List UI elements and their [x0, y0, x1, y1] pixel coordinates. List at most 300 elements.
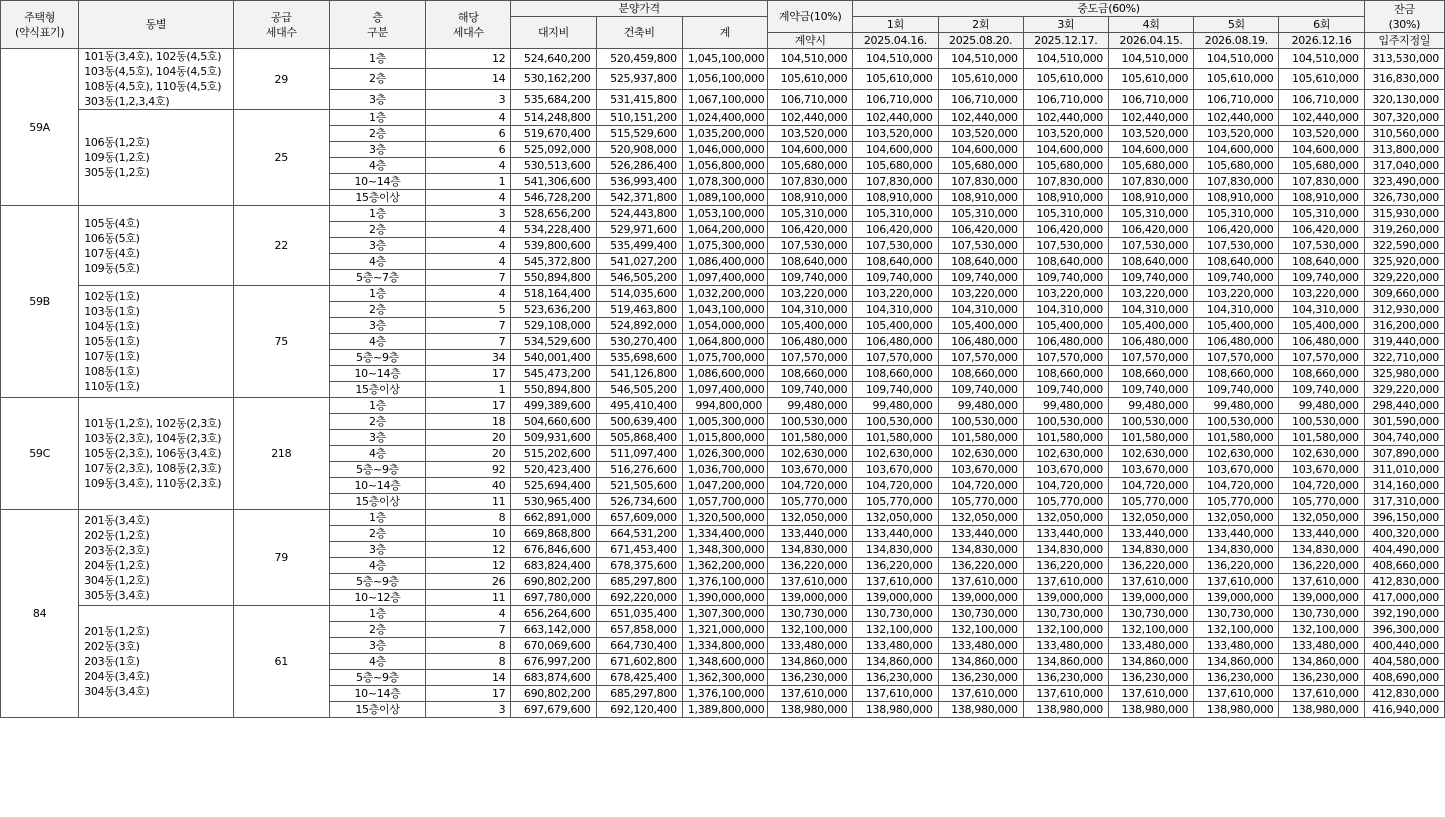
dong-line: 106동(1,2호) — [84, 136, 150, 149]
balance-cell: 329,220,000 — [1364, 382, 1444, 398]
balance-cell: 412,830,000 — [1364, 686, 1444, 702]
contract-cell: 108,660,000 — [768, 366, 853, 382]
total-price-cell: 994,800,000 — [682, 398, 767, 414]
contract-cell: 108,640,000 — [768, 254, 853, 270]
build-cost-cell: 657,858,000 — [596, 622, 682, 638]
contract-cell: 137,610,000 — [768, 574, 853, 590]
build-cost-cell: 511,097,400 — [596, 446, 682, 462]
installment-cell: 130,730,000 — [938, 606, 1023, 622]
total-price-cell: 1,024,400,000 — [682, 110, 767, 126]
installment-cell: 109,740,000 — [1023, 382, 1108, 398]
units-cell: 20 — [426, 430, 511, 446]
installment-cell: 103,520,000 — [1194, 126, 1279, 142]
total-price-cell: 1,075,300,000 — [682, 238, 767, 254]
land-cost-cell: 534,228,400 — [511, 222, 596, 238]
total-price-cell: 1,334,400,000 — [682, 526, 767, 542]
installment-cell: 104,510,000 — [1279, 49, 1364, 69]
installment-cell: 102,440,000 — [938, 110, 1023, 126]
contract-cell: 105,770,000 — [768, 494, 853, 510]
units-cell: 1 — [426, 382, 511, 398]
total-price-cell: 1,321,000,000 — [682, 622, 767, 638]
installment-cell: 138,980,000 — [1109, 702, 1194, 718]
balance-cell: 317,040,000 — [1364, 158, 1444, 174]
installment-cell: 109,740,000 — [1194, 382, 1279, 398]
installment-cell: 132,100,000 — [853, 622, 938, 638]
installment-cell: 103,220,000 — [1279, 286, 1364, 302]
balance-cell: 400,440,000 — [1364, 638, 1444, 654]
header-total: 계 — [682, 17, 767, 49]
contract-cell: 104,720,000 — [768, 478, 853, 494]
installment-cell: 108,910,000 — [853, 190, 938, 206]
installment-cell: 108,660,000 — [853, 366, 938, 382]
installment-cell: 105,680,000 — [1109, 158, 1194, 174]
dong-cell — [79, 110, 233, 206]
total-price-cell: 1,097,400,000 — [682, 382, 767, 398]
floor-cell: 4층 — [329, 158, 425, 174]
units-cell: 3 — [426, 702, 511, 718]
installment-cell: 106,480,000 — [1279, 334, 1364, 350]
installment-cell: 105,610,000 — [1023, 69, 1108, 89]
installment-cell: 106,710,000 — [938, 89, 1023, 109]
installment-cell: 104,310,000 — [938, 302, 1023, 318]
installment-cell: 133,480,000 — [1194, 638, 1279, 654]
floor-cell: 1층 — [329, 110, 425, 126]
dong-cell — [79, 398, 233, 510]
dong-line: 204동(3,4호) — [84, 670, 150, 683]
installment-cell: 106,710,000 — [1109, 89, 1194, 109]
build-cost-cell: 525,937,800 — [596, 69, 682, 89]
contract-cell: 108,910,000 — [768, 190, 853, 206]
balance-cell: 315,930,000 — [1364, 206, 1444, 222]
installment-cell: 103,220,000 — [1109, 286, 1194, 302]
installment-cell: 103,520,000 — [1023, 126, 1108, 142]
land-cost-cell: 676,997,200 — [511, 654, 596, 670]
build-cost-cell: 495,410,400 — [596, 398, 682, 414]
installment-cell: 104,600,000 — [1194, 142, 1279, 158]
land-cost-cell: 535,684,200 — [511, 89, 596, 109]
total-price-cell: 1,015,800,000 — [682, 430, 767, 446]
land-cost-cell: 519,670,400 — [511, 126, 596, 142]
floor-cell: 10~14층 — [329, 686, 425, 702]
installment-cell: 105,770,000 — [1279, 494, 1364, 510]
build-cost-cell: 526,734,600 — [596, 494, 682, 510]
installment-cell: 106,710,000 — [1279, 89, 1364, 109]
floor-cell: 4층 — [329, 446, 425, 462]
land-cost-cell: 540,001,400 — [511, 350, 596, 366]
build-cost-cell: 535,499,400 — [596, 238, 682, 254]
installment-cell: 105,400,000 — [853, 318, 938, 334]
installment-cell: 105,680,000 — [853, 158, 938, 174]
balance-cell: 319,440,000 — [1364, 334, 1444, 350]
installment-cell: 139,000,000 — [1194, 590, 1279, 606]
balance-cell: 408,690,000 — [1364, 670, 1444, 686]
total-price-cell: 1,075,700,000 — [682, 350, 767, 366]
installment-cell: 104,510,000 — [1109, 49, 1194, 69]
installment-cell: 105,680,000 — [1023, 158, 1108, 174]
dong-line: 204동(1,2호) — [84, 558, 150, 572]
balance-cell: 304,740,000 — [1364, 430, 1444, 446]
dong-line: 102동(1호) — [84, 290, 140, 303]
balance-cell: 310,560,000 — [1364, 126, 1444, 142]
balance-cell: 323,490,000 — [1364, 174, 1444, 190]
build-cost-cell: 692,220,000 — [596, 590, 682, 606]
installment-cell: 133,480,000 — [938, 638, 1023, 654]
installment-cell: 107,830,000 — [1109, 174, 1194, 190]
contract-cell: 106,420,000 — [768, 222, 853, 238]
dong-cell — [79, 49, 233, 110]
floor-cell: 4층 — [329, 558, 425, 574]
balance-cell: 326,730,000 — [1364, 190, 1444, 206]
installment-cell: 108,640,000 — [1279, 254, 1364, 270]
installment-cell: 104,720,000 — [1023, 478, 1108, 494]
installment-cell: 103,520,000 — [1109, 126, 1194, 142]
land-cost-cell: 534,529,600 — [511, 334, 596, 350]
land-cost-cell: 545,473,200 — [511, 366, 596, 382]
total-price-cell: 1,362,200,000 — [682, 558, 767, 574]
total-price-cell: 1,334,800,000 — [682, 638, 767, 654]
installment-cell: 108,640,000 — [1023, 254, 1108, 270]
total-price-cell: 1,348,600,000 — [682, 654, 767, 670]
dong-line: 203동(2,3호) — [84, 543, 150, 557]
units-cell: 8 — [426, 638, 511, 654]
installment-cell: 104,720,000 — [853, 478, 938, 494]
installment-cell: 104,510,000 — [1023, 49, 1108, 69]
land-cost-cell: 530,513,600 — [511, 158, 596, 174]
floor-cell: 1층 — [329, 606, 425, 622]
total-price-cell: 1,320,500,000 — [682, 510, 767, 526]
installment-cell: 105,610,000 — [1194, 69, 1279, 89]
installment-cell: 108,910,000 — [1279, 190, 1364, 206]
dong-cell — [79, 510, 233, 606]
installment-cell: 133,440,000 — [1109, 526, 1194, 542]
installment-cell: 139,000,000 — [1109, 590, 1194, 606]
installment-cell: 132,100,000 — [938, 622, 1023, 638]
balance-cell: 317,310,000 — [1364, 494, 1444, 510]
floor-cell: 2층 — [329, 69, 425, 89]
dong-line: 109동(3,4호), 110동(2,3호) — [84, 477, 222, 490]
build-cost-cell: 541,027,200 — [596, 254, 682, 270]
installment-cell: 106,420,000 — [1279, 222, 1364, 238]
units-cell: 7 — [426, 318, 511, 334]
header-installment-no: 5회 — [1194, 17, 1279, 33]
header-floor: 층 구분 — [329, 1, 425, 49]
build-cost-cell: 664,531,200 — [596, 526, 682, 542]
land-cost-cell: 524,640,200 — [511, 49, 596, 69]
installment-cell: 105,610,000 — [853, 69, 938, 89]
balance-cell: 417,000,000 — [1364, 590, 1444, 606]
installment-cell: 134,830,000 — [1023, 542, 1108, 558]
installment-cell: 108,640,000 — [1194, 254, 1279, 270]
installment-cell: 107,570,000 — [1279, 350, 1364, 366]
balance-cell: 314,160,000 — [1364, 478, 1444, 494]
build-cost-cell: 678,425,400 — [596, 670, 682, 686]
contract-cell: 132,100,000 — [768, 622, 853, 638]
installment-cell: 136,230,000 — [853, 670, 938, 686]
installment-cell: 107,570,000 — [938, 350, 1023, 366]
installment-cell: 136,230,000 — [1109, 670, 1194, 686]
installment-cell: 102,630,000 — [938, 446, 1023, 462]
installment-cell: 107,570,000 — [853, 350, 938, 366]
installment-cell: 109,740,000 — [1109, 382, 1194, 398]
total-price-cell: 1,056,100,000 — [682, 69, 767, 89]
land-cost-cell: 515,202,600 — [511, 446, 596, 462]
dong-line: 105동(4호) — [84, 216, 140, 230]
contract-cell: 133,440,000 — [768, 526, 853, 542]
units-cell: 20 — [426, 446, 511, 462]
header-installment-no: 1회 — [853, 17, 938, 33]
units-cell: 4 — [426, 222, 511, 238]
installment-cell: 100,530,000 — [1023, 414, 1108, 430]
installment-cell: 106,480,000 — [1194, 334, 1279, 350]
installment-cell: 108,910,000 — [938, 190, 1023, 206]
build-cost-cell: 524,443,800 — [596, 206, 682, 222]
units-cell: 18 — [426, 414, 511, 430]
land-cost-cell: 539,800,600 — [511, 238, 596, 254]
installment-cell: 134,860,000 — [1279, 654, 1364, 670]
installment-cell: 108,640,000 — [938, 254, 1023, 270]
header-build: 건축비 — [596, 17, 682, 49]
installment-cell: 105,400,000 — [938, 318, 1023, 334]
units-cell: 6 — [426, 142, 511, 158]
installment-cell: 102,630,000 — [1279, 446, 1364, 462]
table-header — [1, 1, 1445, 49]
installment-cell: 136,230,000 — [1194, 670, 1279, 686]
installment-cell: 105,680,000 — [1194, 158, 1279, 174]
units-cell: 10 — [426, 526, 511, 542]
floor-cell: 3층 — [329, 430, 425, 446]
installment-cell: 137,610,000 — [1279, 686, 1364, 702]
installment-cell: 130,730,000 — [1194, 606, 1279, 622]
units-cell: 4 — [426, 110, 511, 126]
installment-cell: 138,980,000 — [853, 702, 938, 718]
balance-cell: 320,130,000 — [1364, 89, 1444, 109]
installment-cell: 99,480,000 — [1109, 398, 1194, 414]
installment-cell: 100,530,000 — [1279, 414, 1364, 430]
type-cell: 59C — [1, 398, 79, 510]
contract-cell: 139,000,000 — [768, 590, 853, 606]
installment-cell: 104,720,000 — [1279, 478, 1364, 494]
units-cell: 8 — [426, 510, 511, 526]
installment-cell: 104,720,000 — [1194, 478, 1279, 494]
installment-cell: 106,480,000 — [1023, 334, 1108, 350]
units-cell: 12 — [426, 558, 511, 574]
floor-cell: 2층 — [329, 302, 425, 318]
installment-cell: 130,730,000 — [853, 606, 938, 622]
dong-line: 103동(4,5호), 104동(4,5호) — [84, 65, 222, 78]
dong-line: 110동(1호) — [84, 380, 140, 393]
units-cell: 6 — [426, 126, 511, 142]
installment-cell: 139,000,000 — [853, 590, 938, 606]
installment-cell: 136,220,000 — [1109, 558, 1194, 574]
installment-cell: 102,630,000 — [1023, 446, 1108, 462]
installment-cell: 106,480,000 — [938, 334, 1023, 350]
installment-cell: 109,740,000 — [938, 270, 1023, 286]
units-cell: 11 — [426, 590, 511, 606]
installment-cell: 107,570,000 — [1194, 350, 1279, 366]
floor-cell: 1층 — [329, 398, 425, 414]
land-cost-cell: 550,894,800 — [511, 270, 596, 286]
dong-line: 101동(3,4호), 102동(4,5호) — [84, 50, 222, 63]
dong-line: 104동(1호) — [84, 320, 140, 333]
total-price-cell: 1,390,000,000 — [682, 590, 767, 606]
contract-cell: 105,610,000 — [768, 69, 853, 89]
installment-cell: 104,720,000 — [1109, 478, 1194, 494]
contract-cell: 134,860,000 — [768, 654, 853, 670]
floor-cell: 5층~7층 — [329, 270, 425, 286]
total-price-cell: 1,089,100,000 — [682, 190, 767, 206]
header-balance-sub: 입주지정일 — [1364, 33, 1444, 49]
installment-cell: 130,730,000 — [1109, 606, 1194, 622]
installment-cell: 137,610,000 — [1109, 686, 1194, 702]
contract-cell: 106,480,000 — [768, 334, 853, 350]
floor-cell: 1층 — [329, 286, 425, 302]
installment-cell: 103,220,000 — [938, 286, 1023, 302]
installment-cell: 104,310,000 — [1194, 302, 1279, 318]
contract-cell: 107,830,000 — [768, 174, 853, 190]
installment-cell: 103,520,000 — [853, 126, 938, 142]
installment-cell: 108,910,000 — [1109, 190, 1194, 206]
units-cell: 7 — [426, 622, 511, 638]
contract-cell: 104,600,000 — [768, 142, 853, 158]
dong-line: 107동(2,3호), 108동(2,3호) — [84, 462, 222, 475]
build-cost-cell: 526,286,400 — [596, 158, 682, 174]
land-cost-cell: 676,846,600 — [511, 542, 596, 558]
land-cost-cell: 546,728,200 — [511, 190, 596, 206]
installment-cell: 102,440,000 — [1279, 110, 1364, 126]
supply-cell: 22 — [233, 206, 329, 286]
build-cost-cell: 505,868,400 — [596, 430, 682, 446]
installment-cell: 133,480,000 — [1109, 638, 1194, 654]
installment-cell: 136,220,000 — [1194, 558, 1279, 574]
balance-cell: 298,440,000 — [1364, 398, 1444, 414]
build-cost-cell: 520,459,800 — [596, 49, 682, 69]
dong-cell — [79, 206, 233, 286]
table-row — [1, 206, 1445, 222]
installment-cell: 133,440,000 — [1023, 526, 1108, 542]
build-cost-cell: 515,529,600 — [596, 126, 682, 142]
contract-cell: 104,310,000 — [768, 302, 853, 318]
land-cost-cell: 550,894,800 — [511, 382, 596, 398]
installment-cell: 105,610,000 — [1279, 69, 1364, 89]
installment-cell: 103,220,000 — [853, 286, 938, 302]
installment-cell: 137,610,000 — [938, 686, 1023, 702]
balance-cell: 325,980,000 — [1364, 366, 1444, 382]
contract-cell: 102,630,000 — [768, 446, 853, 462]
installment-cell: 102,630,000 — [1194, 446, 1279, 462]
supply-cell: 25 — [233, 110, 329, 206]
floor-cell: 5층~9층 — [329, 462, 425, 478]
units-cell: 7 — [426, 334, 511, 350]
dong-line: 107동(1호) — [84, 350, 140, 363]
floor-cell: 4층 — [329, 254, 425, 270]
installment-cell: 105,310,000 — [853, 206, 938, 222]
installment-cell: 109,740,000 — [1279, 270, 1364, 286]
header-balance: 잔금 (30%) — [1364, 1, 1444, 33]
floor-cell: 1층 — [329, 206, 425, 222]
land-cost-cell: 656,264,600 — [511, 606, 596, 622]
contract-cell: 134,830,000 — [768, 542, 853, 558]
floor-cell: 2층 — [329, 526, 425, 542]
installment-cell: 103,220,000 — [1194, 286, 1279, 302]
installment-cell: 100,530,000 — [1109, 414, 1194, 430]
floor-cell: 5층~9층 — [329, 574, 425, 590]
installment-cell: 102,440,000 — [1023, 110, 1108, 126]
balance-cell: 322,590,000 — [1364, 238, 1444, 254]
total-price-cell: 1,376,100,000 — [682, 574, 767, 590]
installment-cell: 107,570,000 — [1109, 350, 1194, 366]
installment-cell: 99,480,000 — [1023, 398, 1108, 414]
supply-cell: 61 — [233, 606, 329, 718]
total-price-cell: 1,036,700,000 — [682, 462, 767, 478]
installment-cell: 136,220,000 — [938, 558, 1023, 574]
land-cost-cell: 504,660,600 — [511, 414, 596, 430]
table-row — [1, 49, 1445, 69]
installment-cell: 109,740,000 — [853, 270, 938, 286]
installment-cell: 138,980,000 — [1194, 702, 1279, 718]
total-price-cell: 1,035,200,000 — [682, 126, 767, 142]
header-middle: 중도금(60%) — [853, 1, 1364, 17]
installment-cell: 138,980,000 — [938, 702, 1023, 718]
installment-cell: 132,050,000 — [853, 510, 938, 526]
land-cost-cell: 683,874,600 — [511, 670, 596, 686]
header-installment-no: 4회 — [1109, 17, 1194, 33]
build-cost-cell: 664,730,400 — [596, 638, 682, 654]
installment-cell: 108,660,000 — [1109, 366, 1194, 382]
floor-cell: 3층 — [329, 318, 425, 334]
balance-cell: 408,660,000 — [1364, 558, 1444, 574]
dong-line: 305동(1,2호) — [84, 166, 150, 179]
dong-line: 108동(4,5호), 110동(4,5호) — [84, 80, 222, 93]
installment-cell: 107,830,000 — [1194, 174, 1279, 190]
table-row — [1, 606, 1445, 622]
header-installment-date: 2026.12.16 — [1279, 33, 1364, 49]
balance-cell: 307,320,000 — [1364, 110, 1444, 126]
floor-cell: 3층 — [329, 142, 425, 158]
dong-cell — [79, 286, 233, 398]
type-cell: 59B — [1, 206, 79, 398]
installment-cell: 104,310,000 — [1023, 302, 1108, 318]
installment-cell: 132,100,000 — [1279, 622, 1364, 638]
installment-cell: 99,480,000 — [1279, 398, 1364, 414]
installment-cell: 103,670,000 — [1279, 462, 1364, 478]
build-cost-cell: 685,297,800 — [596, 686, 682, 702]
dong-line: 201동(1,2호) — [84, 625, 150, 638]
units-cell: 4 — [426, 238, 511, 254]
build-cost-cell: 500,639,400 — [596, 414, 682, 430]
installment-cell: 132,050,000 — [1279, 510, 1364, 526]
dong-line: 101동(1,2호), 102동(2,3호) — [84, 417, 222, 430]
installment-cell: 136,230,000 — [938, 670, 1023, 686]
installment-cell: 106,480,000 — [1109, 334, 1194, 350]
installment-cell: 103,220,000 — [1023, 286, 1108, 302]
build-cost-cell: 529,971,600 — [596, 222, 682, 238]
installment-cell: 108,660,000 — [1194, 366, 1279, 382]
build-cost-cell: 516,276,600 — [596, 462, 682, 478]
installment-cell: 104,600,000 — [938, 142, 1023, 158]
dong-line: 304동(1,2호) — [84, 573, 150, 587]
balance-cell: 307,890,000 — [1364, 446, 1444, 462]
contract-cell: 136,230,000 — [768, 670, 853, 686]
installment-cell: 132,050,000 — [1023, 510, 1108, 526]
total-price-cell: 1,086,400,000 — [682, 254, 767, 270]
total-price-cell: 1,056,800,000 — [682, 158, 767, 174]
total-price-cell: 1,064,200,000 — [682, 222, 767, 238]
contract-cell: 133,480,000 — [768, 638, 853, 654]
balance-cell: 311,010,000 — [1364, 462, 1444, 478]
contract-cell: 136,220,000 — [768, 558, 853, 574]
supply-cell: 29 — [233, 49, 329, 110]
type-cell: 84 — [1, 510, 79, 718]
